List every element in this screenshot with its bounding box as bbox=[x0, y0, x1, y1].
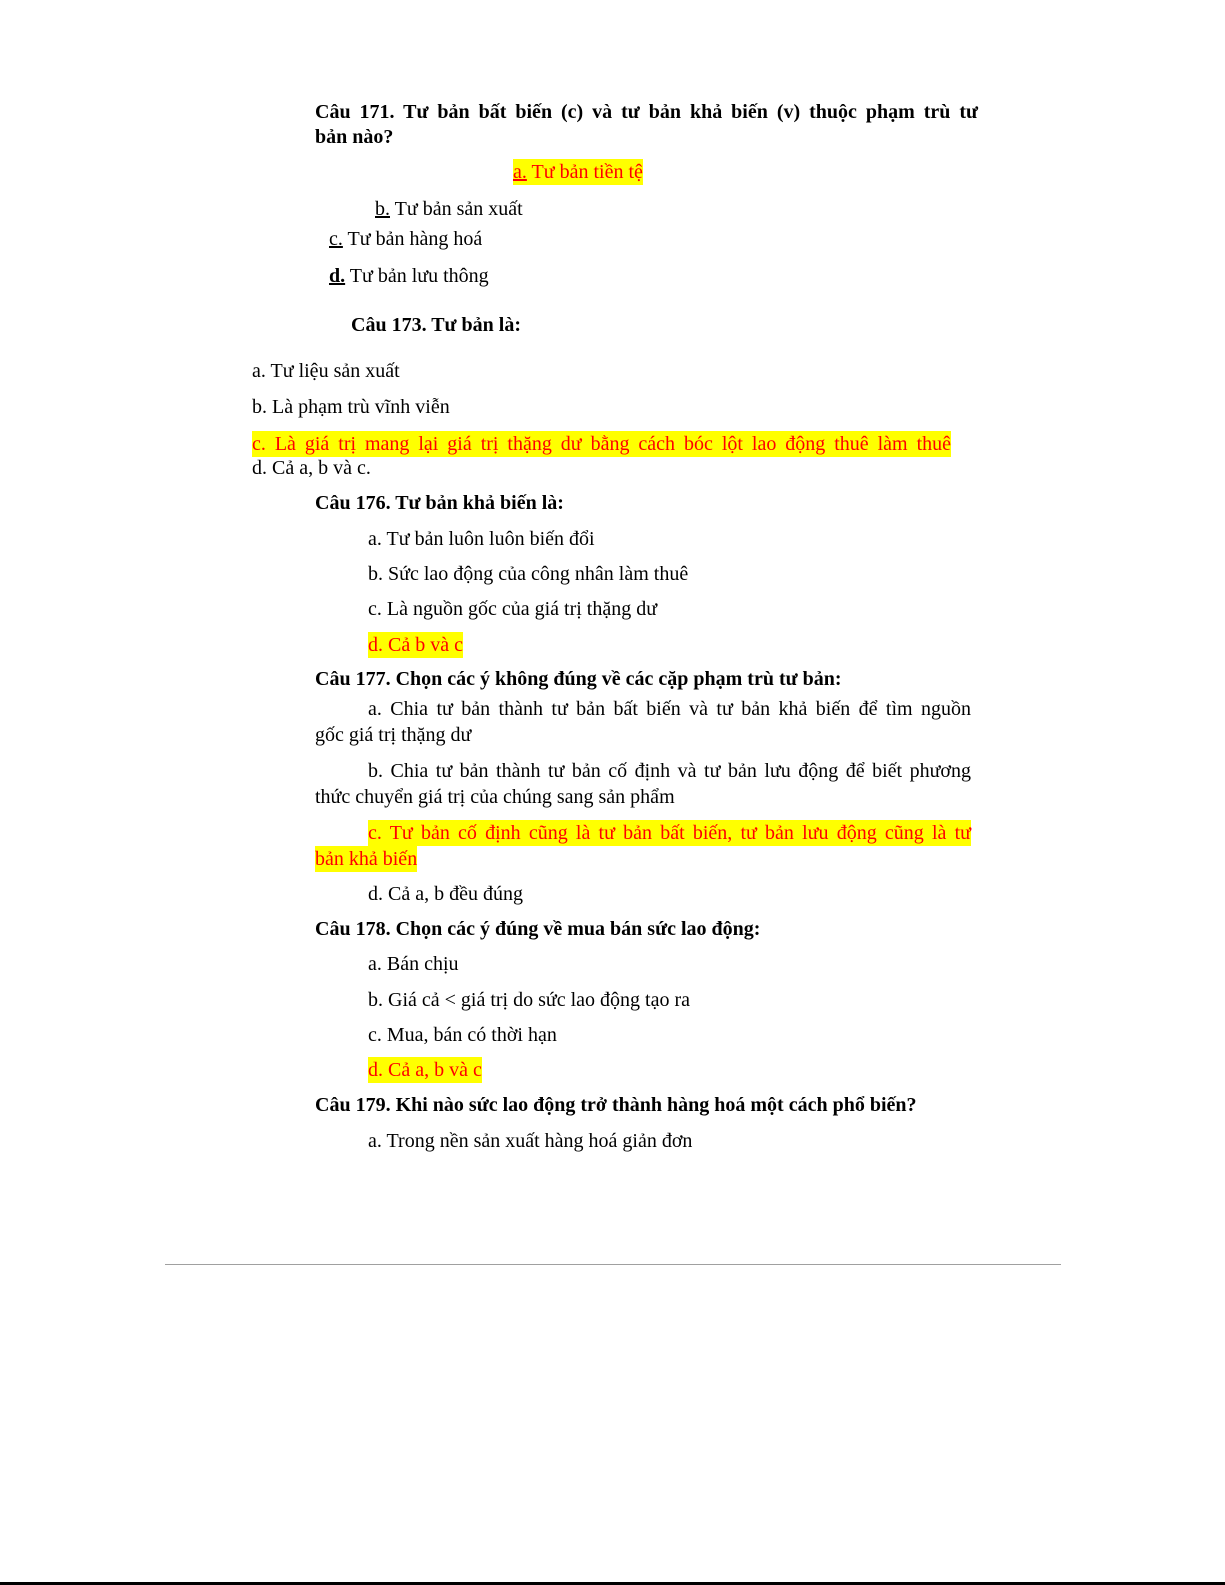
q176-option-d: d. Cả b và c bbox=[368, 634, 463, 656]
q171-title-line2: bản nào? bbox=[315, 126, 394, 148]
q171-option-b-text: Tư bản sản xuất bbox=[390, 198, 523, 220]
q179-option-a: a. Trong nền sản xuất hàng hoá giản đơn bbox=[368, 1130, 693, 1152]
q178-option-d: d. Cả a, b và c bbox=[368, 1059, 482, 1081]
q171-option-c-letter: c. bbox=[329, 228, 343, 250]
q171-option-c bbox=[329, 226, 482, 252]
q178-option-a: a. Bán chịu bbox=[368, 953, 459, 975]
q171-option-c-text: Tư bản hàng hoá bbox=[342, 228, 483, 250]
q178-title: Câu 178. Chọn các ý đúng về mua bán sức lao động: bbox=[315, 918, 761, 940]
q171-option-a-text: Tư bản tiền tệ bbox=[526, 161, 643, 183]
page-divider bbox=[165, 1264, 1061, 1265]
q171-option-d-letter: d. bbox=[329, 265, 346, 287]
q173-title: Câu 173. Tư bản là: bbox=[351, 314, 522, 336]
q171-option-d-text: Tư bản lưu thông bbox=[345, 265, 489, 287]
q177-option-b-line1: b. Chia tư bản thành tư bản cố định và tư bản lưu động để biết phương bbox=[368, 760, 971, 782]
q177-option-a-line1: a. Chia tư bản thành tư bản bất biến và tư bản khả biến để tìm nguồn bbox=[368, 698, 971, 720]
q176-title: Câu 176. Tư bản khả biến là: bbox=[315, 492, 564, 514]
q171-option-b-letter: b. bbox=[375, 198, 390, 220]
q177-option-d: d. Cả a, b đều đúng bbox=[368, 883, 523, 905]
q171-option-a bbox=[513, 159, 643, 185]
q177-option-c-line2: bản khả biến bbox=[315, 848, 418, 870]
q177-option-a-line2: gốc giá trị thặng dư bbox=[315, 724, 472, 746]
q178-option-c: c. Mua, bán có thời hạn bbox=[368, 1024, 557, 1046]
q177-option-c-line1: c. Tư bản cố định cũng là tư bản bất biến, tư bản lưu động cũng là tư bbox=[368, 822, 971, 844]
q173-option-a: a. Tư liệu sản xuất bbox=[252, 360, 400, 382]
q171-title-line1: Câu 171. Tư bản bất biến (c) và tư bản khả biến (v) thuộc phạm trù tư bbox=[315, 101, 978, 123]
q177-option-b-line2: thức chuyển giá trị của chúng sang sản phẩm bbox=[315, 786, 675, 808]
q176-option-a: a. Tư bản luôn luôn biến đổi bbox=[368, 528, 595, 550]
q176-option-c: c. Là nguồn gốc của giá trị thặng dư bbox=[368, 598, 658, 620]
q177-title: Câu 177. Chọn các ý không đúng về các cặp phạm trù tư bản: bbox=[315, 668, 842, 690]
q176-option-b: b. Sức lao động của công nhân làm thuê bbox=[368, 563, 689, 585]
q171-option-b bbox=[375, 196, 523, 222]
q171-option-d bbox=[329, 263, 489, 289]
q173-option-c: c. Là giá trị mang lại giá trị thặng dư bằng cách bóc lột lao động thuê làm thuê bbox=[252, 433, 951, 455]
q173-option-b: b. Là phạm trù vĩnh viễn bbox=[252, 396, 450, 418]
q179-title: Câu 179. Khi nào sức lao động trở thành hàng hoá một cách phổ biến? bbox=[315, 1094, 917, 1116]
q178-option-b: b. Giá cả < giá trị do sức lao động tạo ra bbox=[368, 989, 691, 1011]
q173-option-d: d. Cả a, b và c. bbox=[252, 457, 371, 479]
q171-option-a-letter: a. bbox=[513, 161, 527, 183]
